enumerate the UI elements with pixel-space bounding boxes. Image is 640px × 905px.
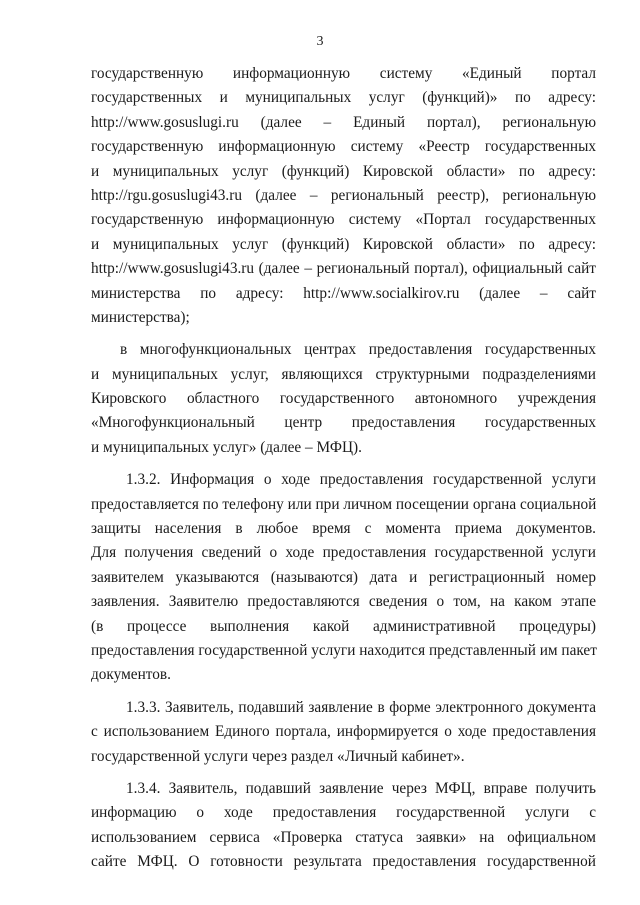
text-line: и муниципальных услуг, являющихся структурными подразделениями bbox=[91, 365, 596, 383]
paragraph-1-3-3 bbox=[91, 696, 596, 769]
text-line: государственных и муниципальных услуг (функций)» по адресу: bbox=[91, 89, 596, 107]
text-line: использованием сервиса «Проверка статуса заявки» на официальном bbox=[91, 828, 596, 846]
text-line: http://www.gosuslugi43.ru (далее – региональный портал), официальный сайт bbox=[91, 260, 596, 278]
text-line: 1.3.3. Заявитель, подавший заявление в форме электронного документа bbox=[126, 698, 596, 716]
text-line: http://rgu.gosuslugi43.ru (далее – региональный реестр), региональную bbox=[91, 186, 596, 204]
text-line: в многофункциональных центрах предоставления государственных bbox=[120, 341, 596, 359]
text-line: защиты населения в любое время с момента приема документов. bbox=[91, 520, 596, 538]
text-line: государственную информационную систему «Портал государственных bbox=[91, 211, 596, 229]
text-line: Кировского областного государственного автономного учреждения bbox=[91, 390, 596, 408]
text-line: государственную информационную систему «Реестр государственных bbox=[91, 138, 596, 156]
text-line: предоставляется по телефону или при личном посещении органа социальной bbox=[91, 495, 597, 513]
text-line: министерства); bbox=[91, 308, 190, 326]
text-line: предоставления государственной услуги находится представленный им пакет bbox=[91, 641, 597, 659]
text-line: 1.3.4. Заявитель, подавший заявление через МФЦ, вправе получить bbox=[126, 779, 596, 797]
text-line: документов. bbox=[91, 666, 171, 684]
page-number: 3 bbox=[316, 34, 324, 49]
document-body bbox=[91, 62, 596, 875]
paragraph-1-3-4 bbox=[91, 777, 596, 875]
text-line: и муниципальных услуг» (далее – МФЦ). bbox=[91, 438, 362, 456]
text-line: государственную информационную систему «Единый портал bbox=[91, 65, 596, 82]
text-line: сайте МФЦ. О готовности результата предоставления государственной bbox=[91, 853, 596, 871]
text-line: (в процессе выполнения какой административной процедуры) bbox=[91, 617, 596, 635]
text-line: 1.3.2. Информация о ходе предоставления государственной услуги bbox=[126, 471, 596, 489]
text-line: «Многофункциональный центр предоставления государственных bbox=[91, 414, 596, 432]
text-line: министерства по адресу: http://www.socialkirov.ru (далее – сайт bbox=[91, 284, 596, 302]
text-line: заявления. Заявителю предоставляются сведения о том, на каком этапе bbox=[91, 593, 596, 611]
text-line: с использованием Единого портала, информируется о ходе предоставления bbox=[91, 723, 596, 741]
paragraph-mfc bbox=[91, 338, 596, 460]
text-line: заявителем указываются (называются) дата и регистрационный номер bbox=[91, 568, 596, 586]
text-line: и муниципальных услуг (функций) Кировской области» по адресу: bbox=[91, 235, 596, 253]
text-line: информацию о ходе предоставления государственной услуги с bbox=[91, 804, 596, 822]
paragraph-portals-continuation bbox=[91, 62, 596, 330]
text-line: http://www.gosuslugi.ru (далее – Единый портал), региональную bbox=[91, 113, 596, 131]
text-line: государственной услуги через раздел «Личный кабинет». bbox=[91, 747, 465, 765]
paragraph-1-3-2 bbox=[91, 468, 596, 688]
text-line: и муниципальных услуг (функций) Кировской области» по адресу: bbox=[91, 162, 596, 180]
text-line: Для получения сведений о ходе предоставления государственной услуги bbox=[91, 544, 596, 562]
